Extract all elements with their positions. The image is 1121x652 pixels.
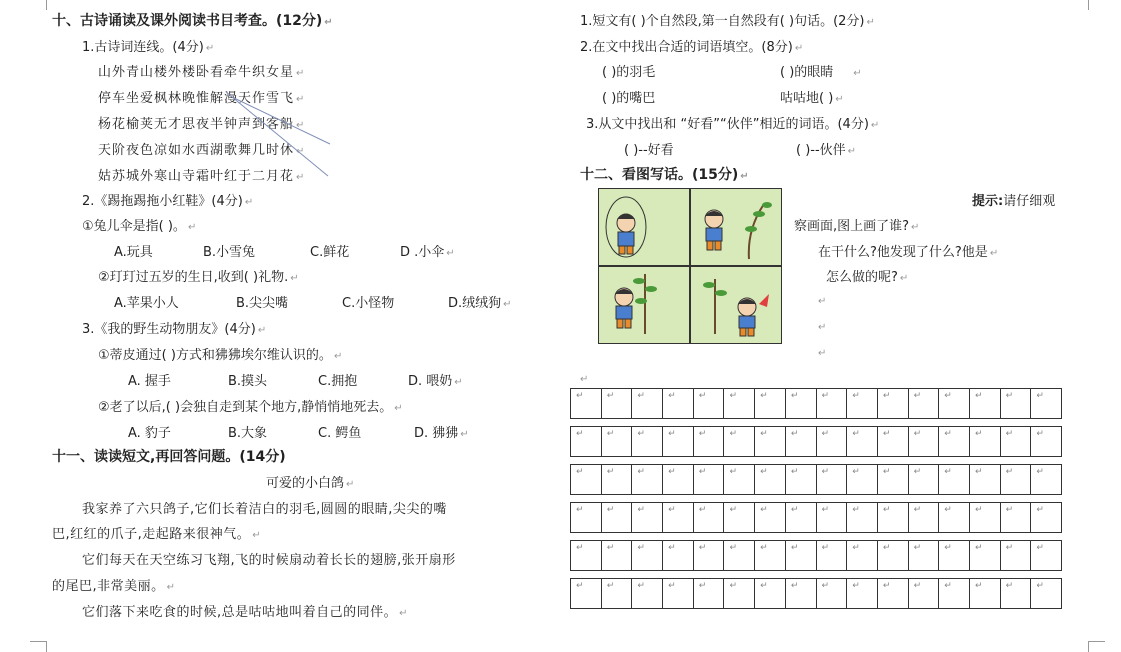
hint-line-4: 怎么做的呢? ↵ [826, 270, 909, 285]
reading-question-3: 3.从文中找出和 “好看”“伙伴”相近的词语。(4分) ↵ [586, 117, 880, 132]
writing-grid-cell[interactable]: ↵ [785, 578, 817, 609]
writing-grid-cell[interactable]: ↵ [754, 502, 786, 533]
section-11-title: 十一、读读短文,再回答问题。(14分) [52, 449, 286, 465]
writing-grid-cell[interactable]: ↵ [1030, 388, 1062, 419]
writing-grid-cell[interactable]: ↵ [938, 578, 970, 609]
writing-grid-cell[interactable]: ↵ [938, 388, 970, 419]
writing-grid-cell[interactable]: ↵ [1030, 426, 1062, 457]
writing-grid-cell[interactable]: ↵ [631, 578, 663, 609]
story-paragraph: 巴,红红的爪子,走起路来很神气。 ↵ [52, 527, 262, 542]
writing-grid-cell[interactable]: ↵ [877, 578, 909, 609]
writing-grid-cell[interactable]: ↵ [693, 464, 725, 495]
crop-mark-bottom-left [30, 641, 47, 652]
story-paragraph: 我家养了六只鸽子,它们长着洁白的羽毛,圆圆的眼睛,尖尖的嘴 [82, 502, 447, 517]
fill-blank: ( )--好看 [624, 143, 674, 158]
writing-grid-cell[interactable]: ↵ [785, 426, 817, 457]
option-d: D. 狒狒 ↵ [414, 426, 469, 441]
fill-blank: 咕咕地( ) ↵ [780, 91, 844, 106]
question-3-2: ②老了以后,( )会独自走到某个地方,静悄悄地死去。 ↵ [98, 400, 403, 415]
story-paragraph: 它们落下来吃食的时候,总是咕咕地叫着自己的同伴。 ↵ [82, 605, 409, 620]
writing-grid-cell[interactable]: ↵ [662, 464, 694, 495]
writing-grid-cell[interactable]: ↵ [631, 540, 663, 571]
writing-grid-cell[interactable]: ↵ [969, 464, 1001, 495]
fill-blank: ( )的羽毛 [602, 65, 656, 80]
section-10-title: 十、古诗诵读及课外阅读书目考查。(12分) ↵ [52, 13, 333, 29]
writing-grid-cell[interactable]: ↵ [877, 502, 909, 533]
writing-grid-cell[interactable]: ↵ [938, 540, 970, 571]
writing-grid-cell[interactable]: ↵ [1000, 502, 1032, 533]
question-2-1: ①兔儿伞是指( )。 ↵ [82, 219, 197, 234]
question-2: 2.《踢拖踢拖小红鞋》(4分) ↵ [82, 194, 254, 209]
poem-line: 山外青山楼外楼卧看牵牛织女星 ↵ [98, 65, 306, 80]
writing-grid-cell[interactable]: ↵ [754, 578, 786, 609]
question-3: 3.《我的野生动物朋友》(4分) ↵ [82, 322, 267, 337]
writing-grid-cell[interactable]: ↵ [662, 426, 694, 457]
writing-grid-cell[interactable]: ↵ [693, 426, 725, 457]
reading-question-1: 1.短文有( )个自然段,第一自然段有( )句话。(2分) ↵ [580, 14, 875, 29]
writing-grid-cell[interactable]: ↵ [570, 578, 602, 609]
writing-grid-cell[interactable]: ↵ [693, 540, 725, 571]
writing-grid-cell[interactable]: ↵ [1030, 578, 1062, 609]
writing-grid-cell[interactable]: ↵ [723, 540, 755, 571]
picture-four-panels [598, 188, 782, 344]
option-d: D. 喂奶 ↵ [408, 374, 463, 389]
option-c: C.小怪物 [342, 296, 395, 311]
writing-grid-cell[interactable]: ↵ [723, 388, 755, 419]
poem-line: 天阶夜色凉如水西湖歌舞几时休 ↵ [98, 143, 306, 158]
writing-grid-cell[interactable]: ↵ [662, 578, 694, 609]
option-b: B.小雪兔 [203, 245, 256, 260]
writing-grid-cell[interactable]: ↵ [570, 540, 602, 571]
question-1: 1.古诗词连线。(4分) ↵ [82, 40, 215, 55]
writing-grid-cell[interactable]: ↵ [877, 540, 909, 571]
writing-grid-cell[interactable]: ↵ [816, 426, 848, 457]
writing-grid-cell[interactable]: ↵ [1000, 540, 1032, 571]
paragraph-mark: ↵ [818, 322, 827, 333]
writing-grid-row [570, 540, 1062, 571]
option-a: A. 握手 [128, 374, 171, 389]
writing-grid-cell[interactable]: ↵ [723, 464, 755, 495]
paragraph-mark: ↵ [818, 348, 827, 359]
writing-grid-cell[interactable]: ↵ [785, 464, 817, 495]
writing-grid-cell[interactable]: ↵ [938, 464, 970, 495]
writing-grid-cell[interactable]: ↵ [846, 426, 878, 457]
section-12-title: 十二、看图写话。(15分) ↵ [580, 167, 749, 183]
writing-grid-cell[interactable]: ↵ [846, 464, 878, 495]
writing-grid-cell[interactable]: ↵ [570, 388, 602, 419]
story-paragraph: 的尾巴,非常美丽。 ↵ [52, 579, 176, 594]
writing-grid-cell[interactable]: ↵ [877, 388, 909, 419]
writing-grid-cell[interactable]: ↵ [601, 426, 633, 457]
option-a: A. 豹子 [128, 426, 171, 441]
paragraph-mark: ↵ [818, 296, 827, 307]
writing-grid-cell[interactable]: ↵ [816, 502, 848, 533]
writing-grid-cell[interactable]: ↵ [693, 502, 725, 533]
writing-grid-cell[interactable]: ↵ [846, 502, 878, 533]
writing-grid-cell[interactable]: ↵ [662, 388, 694, 419]
writing-grid-cell[interactable]: ↵ [785, 388, 817, 419]
option-c: C.拥抱 [318, 374, 358, 389]
matching-line-drawing [0, 0, 600, 200]
writing-grid-cell[interactable]: ↵ [969, 426, 1001, 457]
writing-grid-row [570, 426, 1062, 457]
writing-grid-cell[interactable]: ↵ [693, 578, 725, 609]
story-title: 可爱的小白鸽 ↵ [266, 476, 355, 491]
writing-grid-cell[interactable]: ↵ [570, 464, 602, 495]
writing-grid-cell[interactable]: ↵ [1030, 540, 1062, 571]
writing-grid-cell[interactable]: ↵ [754, 388, 786, 419]
writing-grid-row [570, 502, 1062, 533]
writing-grid-cell[interactable]: ↵ [938, 502, 970, 533]
writing-grid-cell[interactable]: ↵ [631, 464, 663, 495]
writing-grid-cell[interactable]: ↵ [601, 540, 633, 571]
writing-grid-cell[interactable]: ↵ [846, 540, 878, 571]
writing-grid-cell[interactable]: ↵ [938, 426, 970, 457]
writing-grid-cell[interactable]: ↵ [1000, 426, 1032, 457]
writing-grid-cell[interactable]: ↵ [631, 388, 663, 419]
writing-grid-cell[interactable]: ↵ [908, 578, 940, 609]
writing-grid-cell[interactable]: ↵ [969, 578, 1001, 609]
question-3-1: ①蒂皮通过( )方式和狒狒埃尔维认识的。 ↵ [98, 348, 343, 363]
hint-line-3: 在干什么?他发现了什么?他是 ↵ [818, 245, 999, 260]
crop-mark-top-right [1088, 0, 1105, 10]
writing-grid-cell[interactable]: ↵ [1000, 464, 1032, 495]
writing-grid-cell[interactable]: ↵ [1000, 578, 1032, 609]
writing-grid-cell[interactable]: ↵ [816, 540, 848, 571]
hint-line-1: 提示:请仔细观 [972, 194, 1056, 209]
option-a: A.玩具 [114, 245, 153, 260]
writing-grid-cell[interactable]: ↵ [570, 426, 602, 457]
writing-grid-cell[interactable]: ↵ [816, 578, 848, 609]
writing-grid-row [570, 464, 1062, 495]
option-b: B.摸头 [228, 374, 268, 389]
writing-grid-cell[interactable]: ↵ [785, 502, 817, 533]
writing-grid-cell[interactable]: ↵ [570, 502, 602, 533]
writing-grid-cell[interactable]: ↵ [693, 388, 725, 419]
writing-grid-cell[interactable]: ↵ [601, 578, 633, 609]
writing-grid-cell[interactable]: ↵ [1030, 464, 1062, 495]
writing-grid-cell[interactable]: ↵ [754, 464, 786, 495]
writing-grid-cell[interactable]: ↵ [877, 426, 909, 457]
paragraph-mark: ↵ [580, 374, 589, 385]
option-d: D .小伞 ↵ [400, 245, 455, 260]
option-c: C.鲜花 [310, 245, 350, 260]
hint-line-2: 察画面,图上画了谁? ↵ [794, 219, 920, 234]
writing-grid-cell[interactable]: ↵ [1030, 502, 1062, 533]
writing-grid-cell[interactable]: ↵ [631, 502, 663, 533]
poem-line: 停车坐爱枫林晚惟解漫天作雪飞 ↵ [98, 91, 306, 106]
crop-mark-bottom-right [1088, 641, 1105, 652]
writing-grid-row [570, 388, 1062, 419]
option-c: C. 鳄鱼 [318, 426, 362, 441]
writing-grid-cell[interactable]: ↵ [785, 540, 817, 571]
option-b: B.尖尖嘴 [236, 296, 289, 311]
writing-grid-cell[interactable]: ↵ [877, 464, 909, 495]
writing-grid-cell[interactable]: ↵ [601, 502, 633, 533]
option-d: D.绒绒狗 ↵ [448, 296, 512, 311]
writing-grid-cell[interactable]: ↵ [846, 388, 878, 419]
writing-grid-cell[interactable]: ↵ [969, 502, 1001, 533]
writing-grid-cell[interactable]: ↵ [723, 502, 755, 533]
writing-grid-cell[interactable]: ↵ [754, 540, 786, 571]
writing-grid-cell[interactable]: ↵ [908, 464, 940, 495]
poem-line: 姑苏城外寒山寺霜叶红于二月花 ↵ [98, 169, 306, 184]
writing-grid-cell[interactable]: ↵ [723, 426, 755, 457]
reading-question-2: 2.在文中找出合适的词语填空。(8分) ↵ [580, 40, 804, 55]
question-2-2: ②玎玎过五岁的生日,收到( )礼物. ↵ [98, 270, 299, 285]
writing-grid-cell[interactable]: ↵ [662, 502, 694, 533]
option-a: A.苹果小人 [114, 296, 179, 311]
writing-grid-cell[interactable]: ↵ [631, 426, 663, 457]
poem-line: 杨花榆荚无才思夜半钟声到客船 ↵ [98, 117, 306, 132]
writing-grid-cell[interactable]: ↵ [601, 464, 633, 495]
writing-grid-cell[interactable]: ↵ [846, 578, 878, 609]
writing-grid-cell[interactable]: ↵ [723, 578, 755, 609]
writing-grid-cell[interactable]: ↵ [908, 540, 940, 571]
writing-grid-cell[interactable]: ↵ [662, 540, 694, 571]
writing-grid-cell[interactable]: ↵ [1000, 388, 1032, 419]
writing-grid-cell[interactable]: ↵ [969, 540, 1001, 571]
writing-grid-cell[interactable]: ↵ [816, 388, 848, 419]
writing-grid-cell[interactable]: ↵ [969, 388, 1001, 419]
writing-grid-cell[interactable]: ↵ [908, 388, 940, 419]
story-paragraph: 它们每天在天空练习飞翔,飞的时候扇动着长长的翅膀,张开扇形 [82, 553, 456, 568]
writing-grid-cell[interactable]: ↵ [816, 464, 848, 495]
writing-grid-cell[interactable]: ↵ [908, 426, 940, 457]
writing-grid-cell[interactable]: ↵ [601, 388, 633, 419]
fill-blank: ( )--伙伴 ↵ [796, 143, 857, 158]
fill-blank: ( )的嘴巴 [602, 91, 656, 106]
writing-grid-cell[interactable]: ↵ [908, 502, 940, 533]
fill-blank: ( )的眼睛 ↵ [780, 65, 862, 80]
writing-grid-row [570, 578, 1062, 609]
option-b: B.大象 [228, 426, 268, 441]
writing-grid-cell[interactable]: ↵ [754, 426, 786, 457]
